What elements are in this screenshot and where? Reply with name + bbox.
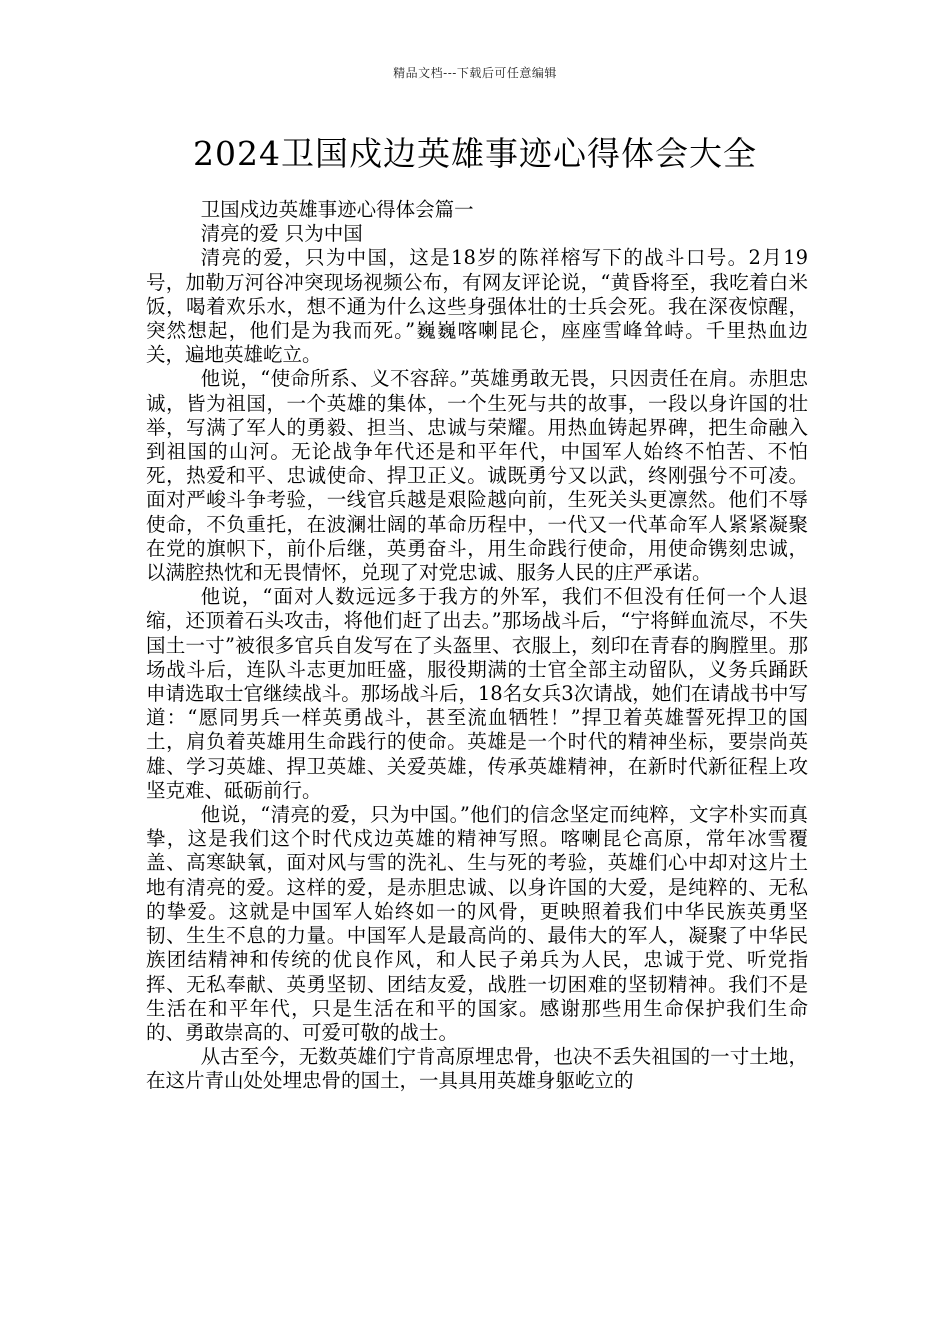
document-body: [146, 198, 808, 1094]
section-heading: 清亮的爱 只为中国: [200, 222, 363, 246]
paragraph: 从古至今，无数英雄们宁肯高原埋忠骨，也决不丢失祖国的一寸土地，在这片青山处处埋忠骨的国土，一具具用英雄身躯屹立的: [146, 1045, 808, 1093]
paragraph: 他说，“使命所系、义不容辞。”英雄勇敢无畏，只因责任在肩。赤胆忠诚，皆为祖国，一个英雄的集体，一个生死与共的故事，一段以身许国的壮举，写满了军人的勇毅、担当、忠诚与荣耀。用热血铸起界碑，把生命融入到祖国的山河。无论战争年代还是和平年代，中国军人始终不怕苦、不怕死，热爱和平、忠诚使命、捍卫正义。诚既勇兮又以武，终刚强兮不可凌。面对严峻斗争考验，一线官兵越是艰险越向前，生死关头更凛然。他们不辱使命，不负重托，在波澜壮阔的革命历程中，一代又一代革命军人紧紧凝聚在党的旗帜下，前仆后继，英勇奋斗，用生命践行使命，用使命镌刻忠诚，以满腔热忱和无畏情怀，兑现了对党忠诚、服务人民的庄严承诺。: [146, 367, 808, 585]
document-title: 2024卫国戍边英雄事迹心得体会大全: [193, 134, 757, 173]
page-header: 精品文档---下载后可任意编辑: [393, 66, 557, 80]
paragraph: 清亮的爱，只为中国，这是18岁的陈祥榕写下的战斗口号。2月19号，加勒万河谷冲突现场视频公布，有网友评论说，“黄昏将至，我吃着白米饭，喝着欢乐水，想不通为什么这些身强体壮的士兵会死。我在深夜惊醒，突然想起，他们是为我而死。”巍巍喀喇昆仑，座座雪峰耸峙。千里热血边关，遍地英雄屹立。: [146, 246, 808, 367]
paragraph: 他说，“面对人数远远多于我方的外军，我们不但没有任何一个人退缩，还顶着石头攻击，将他们赶了出去。”那场战斗后，“宁将鲜血流尽，不失国土一寸”被很多官兵自发写在了头盔里、衣服上，刻印在青春的胸膛里。那场战斗后，连队斗志更加旺盛，服役期满的士官全部主动留队，义务兵踊跃申请选取士官继续战斗。那场战斗后，18名女兵3次请战，她们在请战书中写道：“愿同男兵一样英勇战斗，甚至流血牺牲！”捍卫着英雄誓死捍卫的国土，肩负着英雄用生命践行的使命。英雄是一个时代的精神坐标，要崇尚英雄、学习英雄、捍卫英雄、关爱英雄，传承英雄精神，在新时代新征程上攻坚克难、砥砺前行。: [146, 585, 808, 802]
paragraph: 他说，“清亮的爱，只为中国。”他们的信念坚定而纯粹，文字朴实而真挚，这是我们这个时代戍边英雄的精神写照。喀喇昆仑高原，常年冰雪覆盖、高寒缺氧，面对风与雪的洗礼、生与死的考验，英雄们心中却对这片土地有清亮的爱。这样的爱，是赤胆忠诚、以身许国的大爱，是纯粹的、无私的挚爱。这就是中国军人始终如一的风骨，更映照着我们中华民族英勇坚韧、生生不息的力量。中国军人是最高尚的、最伟大的军人，凝聚了中华民族团结精神和传统的优良作风，和人民子弟兵为人民，忠诚于党、听党指挥、无私奉献、英勇坚韧、团结友爱，战胜一切困难的坚韧精神。我们不是生活在和平年代，只是生活在和平的国家。感谢那些用生命保护我们生命的、勇敢崇高的、可爱可敬的战士。: [146, 803, 808, 1044]
subtitle: 卫国戍边英雄事迹心得体会篇一: [200, 198, 474, 221]
